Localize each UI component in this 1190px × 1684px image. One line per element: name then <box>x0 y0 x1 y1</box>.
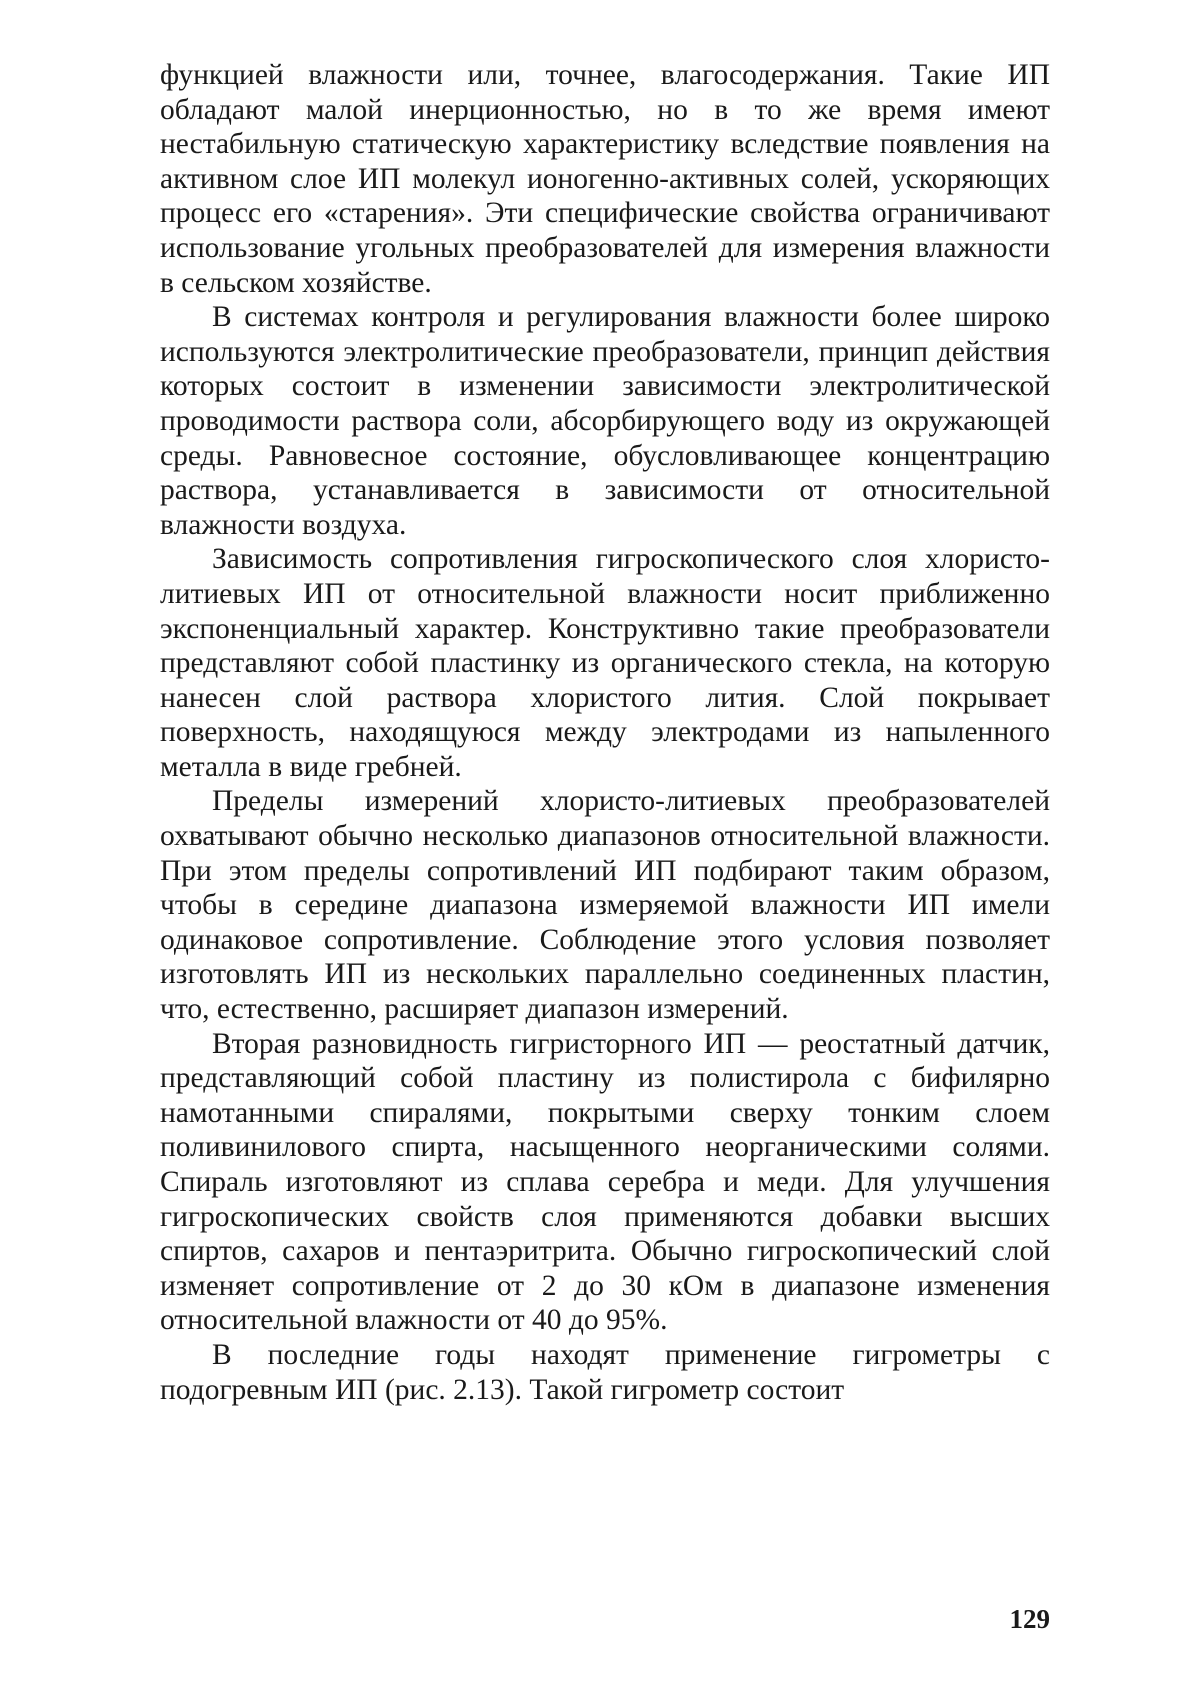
page-body <box>160 58 1050 1407</box>
page-number: 129 <box>1009 1604 1050 1634</box>
paragraph-4: Пределы измерений хлористо-литиевых преобразователей охватывают обычно несколько диапазонов относительной влажности. При этом пределы сопротивлений ИП подбирают таким образом, чтобы в середине диапазона измеряемой влажности ИП имели одинаковое сопротивление. Соблюдение этого условия позволяет изготовлять ИП из нескольких параллельно соединенных пластин, что, естественно, расширяет диапазон измерений. <box>160 785 1050 1026</box>
paragraph-6: В последние годы находят применение гигрометры с подогревным ИП (рис. 2.13). Такой гигрометр состоит <box>160 1338 1050 1406</box>
paragraph-5: Вторая разновидность гигристорного ИП — реостатный датчик, представляющий собой пластину из полистирола с бифилярно намотанными спиралями, покрытыми сверху тонким слоем поливинилового спирта, насыщенного неорганическими солями. Спираль изготовляют из сплава серебра и меди. Для улучшения гигроскопических свойств слоя применяются добавки высших спиртов, сахаров и пентаэритрита. Обычно гигроскопический слой изменяет сопротивление от 2 до 30 кОм в диапазоне изменения относительной влажности от 40 до 95%. <box>160 1027 1050 1337</box>
paragraph-1: функцией влажности или, точнее, влагосодержания. Такие ИП обладают малой инерционностью, но в то же время имеют нестабильную статическую характеристику вследствие появления на активном слое ИП молекул ионогенно-активных солей, ускоряющих процесс его «старения». Эти специфические свойства ограничивают использование угольных преобразователей для измерения влажности в сельском хозяйстве. <box>160 59 1050 299</box>
paragraph-3: Зависимость сопротивления гигроскопического слоя хлористо-литиевых ИП от относительной влажности носит приближенно экспоненциальный характер. Конструктивно такие преобразователи представляют собой пластинку из органического стекла, на которую нанесен слой раствора хлористого лития. Слой покрывает поверхность, находящуюся между электродами из напыленного металла в виде гребней. <box>160 543 1050 783</box>
paragraph-2: В системах контроля и регулирования влажности более широко используются электролитические преобразователи, принцип действия которых состоит в изменении зависимости электролитической проводимости раствора соли, абсорбирующего воду из окружающей среды. Равновесное состояние, обусловливающее концентрацию раствора, устанавливается в зависимости от относительной влажности воздуха. <box>160 301 1050 541</box>
